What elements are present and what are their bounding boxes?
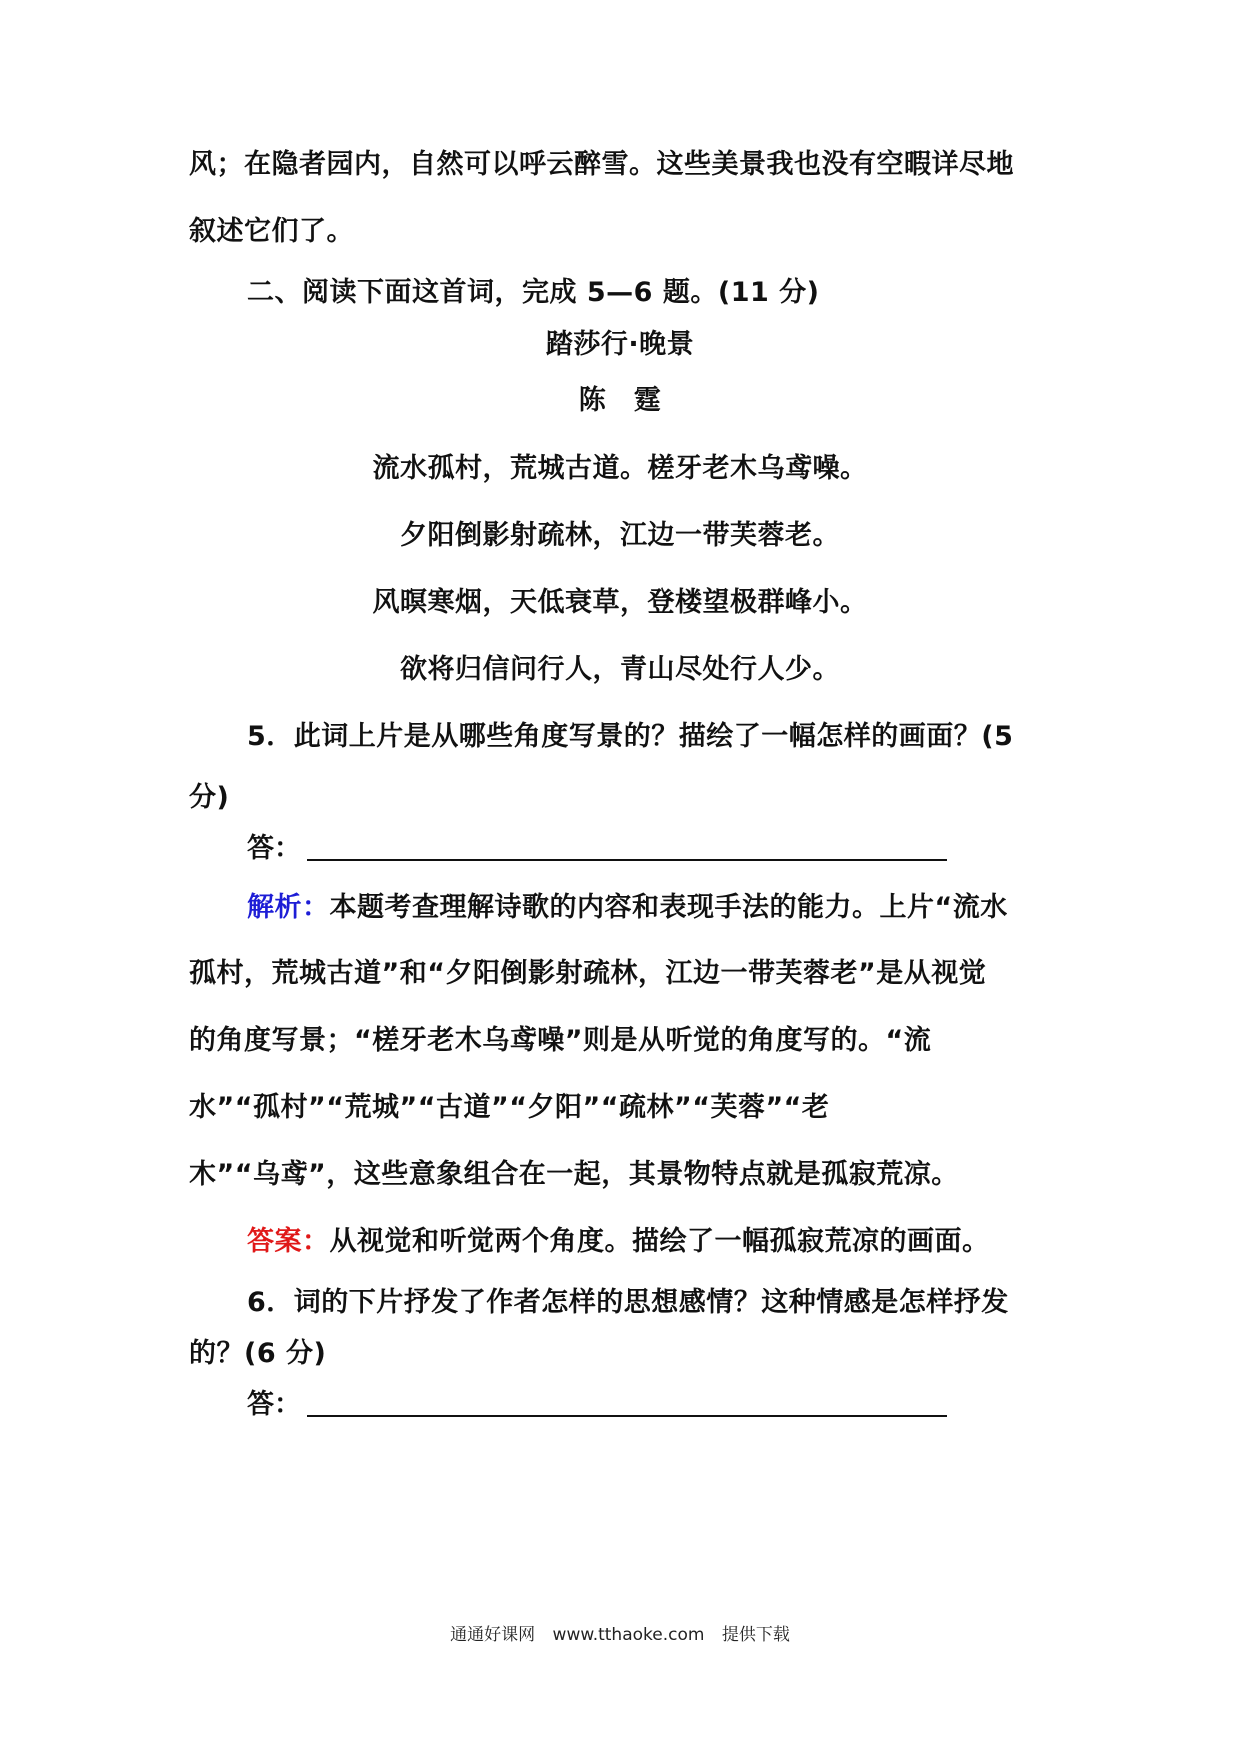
question-6-line-2: 的？(6 分) [189,1338,327,1369]
poem-line: 欲将归信问行人，青山尽处行人少。 [400,654,840,685]
poem-line: 流水孤村，荒城古道。槎牙老木乌鸢噪。 [372,453,868,484]
analysis-line-1 [247,885,1008,924]
analysis-text: 本题考查理解诗歌的内容和表现手法的能力。上片“流水 [329,892,1008,923]
footer-url[interactable]: www.tthaoke.com [552,1625,705,1645]
question-6-line-1: 6．词的下片抒发了作者怎样的思想感情？这种情感是怎样抒发 [247,1287,1009,1318]
poem-author: 陈 霆 [578,385,662,416]
answer-blank-line[interactable] [307,859,947,861]
footer-site: 通通好课网 [450,1625,536,1645]
answer-blank-line[interactable] [307,1415,947,1417]
page-footer [0,1620,1240,1645]
question-5-answer [247,826,947,865]
poem-line: 风暝寒烟，天低衰草，登楼望极群峰小。 [372,587,868,618]
answer-label: 答： [247,833,301,864]
question-5-line-1: 5．此词上片是从哪些角度写景的？描绘了一幅怎样的画面？(5 [247,721,1014,752]
footer-note: 提供下载 [721,1625,790,1645]
passage-line-2: 叙述它们了。 [189,216,354,247]
question-5-line-2: 分) [189,782,230,813]
answer-label: 答： [247,1389,301,1420]
analysis-line-5: 木”“乌鸢”，这些意象组合在一起，其景物特点就是孤寂荒凉。 [189,1159,959,1190]
poem-title: 踏莎行·晚景 [545,329,695,360]
analysis-label: 解析： [247,892,330,923]
answer-key-label: 答案： [247,1226,330,1257]
analysis-line-4: 水”“孤村”“荒城”“古道”“夕阳”“疏林”“芙蓉”“老 [189,1092,830,1123]
answer-key-text: 从视觉和听觉两个角度。描绘了一幅孤寂荒凉的画面。 [329,1226,990,1257]
passage-line-1: 风；在隐者园内，自然可以呼云醉雪。这些美景我也没有空暇详尽地 [189,149,1014,180]
analysis-line-2: 孤村，荒城古道”和“夕阳倒影射疏林，江边一带芙蓉老”是从视觉 [189,958,987,989]
section-heading: 二、阅读下面这首词，完成 5—6 题。(11 分) [247,277,820,308]
analysis-line-3: 的角度写景；“槎牙老木乌鸢噪”则是从听觉的角度写的。“流 [189,1025,932,1056]
question-6-answer [247,1382,947,1421]
answer-key-line [247,1219,990,1258]
poem-line: 夕阳倒影射疏林，江边一带芙蓉老。 [400,520,840,551]
